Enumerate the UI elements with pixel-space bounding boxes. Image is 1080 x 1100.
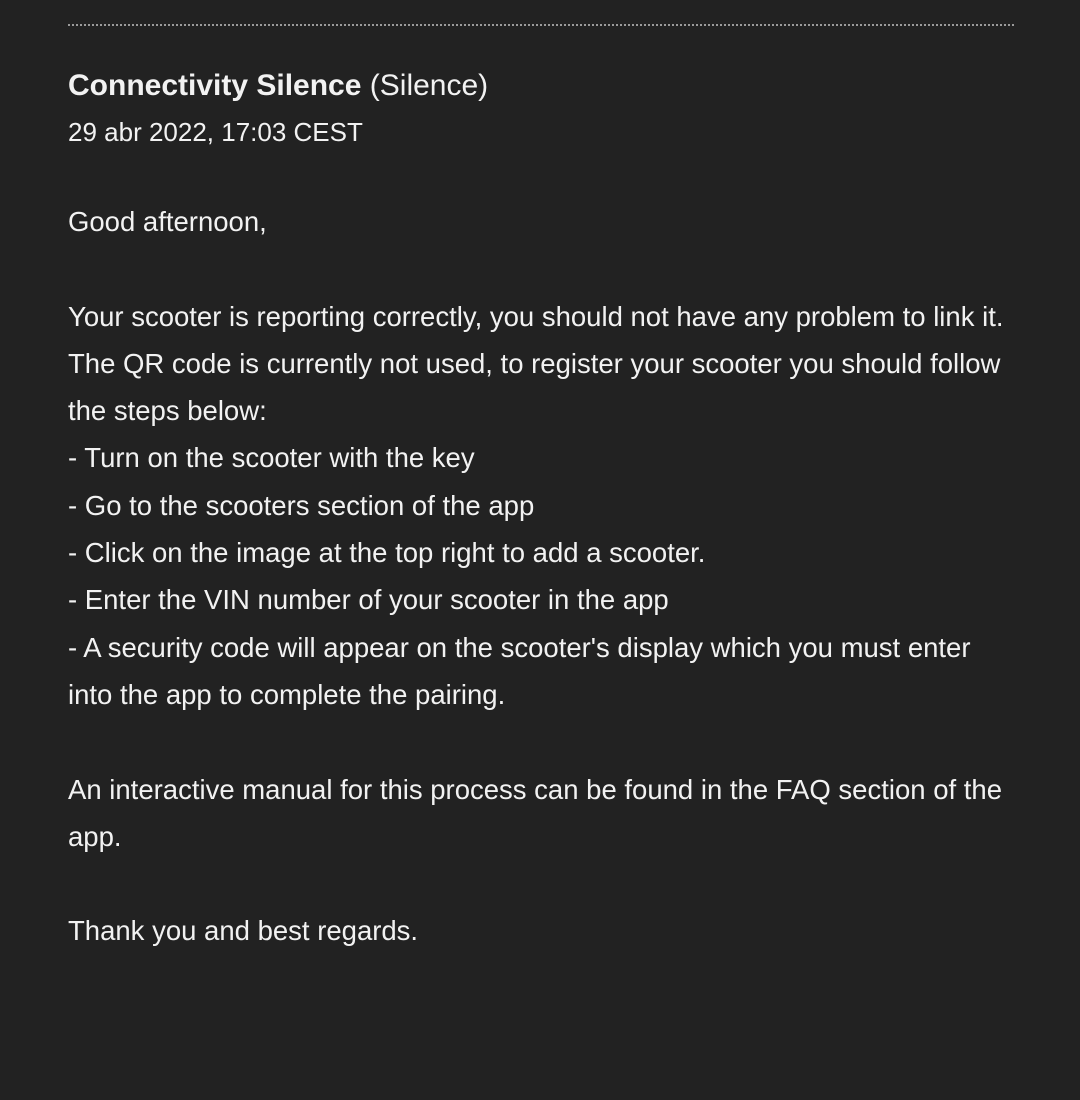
body-paragraph-3: An interactive manual for this process can be found in the FAQ section of the app. (68, 773, 1002, 852)
paragraph-gap (68, 245, 1018, 292)
sender-line (68, 66, 488, 106)
step-item: - Go to the scooters section of the app (68, 489, 535, 521)
paragraph-gap (68, 718, 1018, 765)
sender-org: (Silence) (369, 69, 489, 102)
dotted-divider (68, 24, 1014, 26)
step-item: - Turn on the scooter with the key (68, 442, 475, 474)
body-paragraph-2: The QR code is currently not used, to register your scooter you should follow the steps below: (68, 347, 1001, 427)
step-item: - A security code will appear on the scooter's display which you must enter into the app to complete the pairing. (68, 631, 971, 710)
message-body (68, 198, 1018, 955)
sender-name[interactable]: Connectivity Silence (68, 69, 362, 102)
body-paragraph-1: Your scooter is reporting correctly, you should not have any problem to link it. (68, 300, 1004, 332)
step-item: - Enter the VIN number of your scooter in the app (68, 584, 669, 616)
step-item: - Click on the image at the top right to add a scooter. (68, 537, 706, 569)
closing: Thank you and best regards. (68, 915, 419, 947)
paragraph-gap (68, 860, 1018, 907)
message-date: 29 abr 2022, 17:03 CEST (68, 117, 363, 147)
greeting: Good afternoon, (68, 206, 267, 237)
